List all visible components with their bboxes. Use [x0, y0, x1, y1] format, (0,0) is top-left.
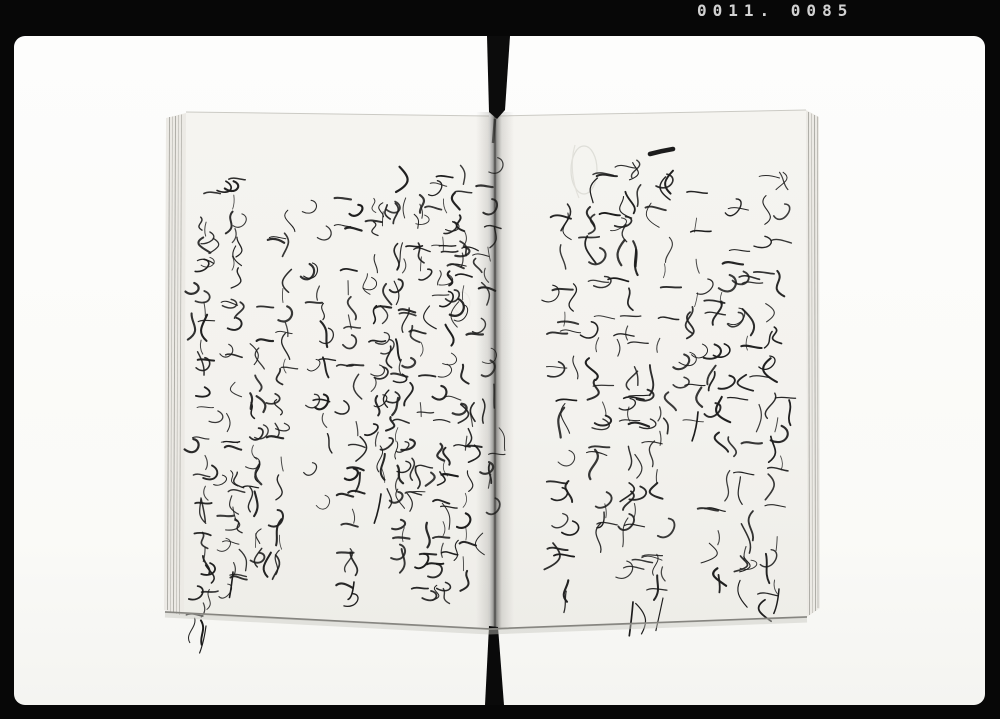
- frame-counter: 0011. 0085: [697, 1, 854, 20]
- gutter-shadow: [476, 112, 514, 630]
- right-fore-edge: [806, 110, 820, 617]
- book: [164, 36, 820, 705]
- right-page: [497, 110, 807, 628]
- left-fore-edge: [164, 113, 186, 616]
